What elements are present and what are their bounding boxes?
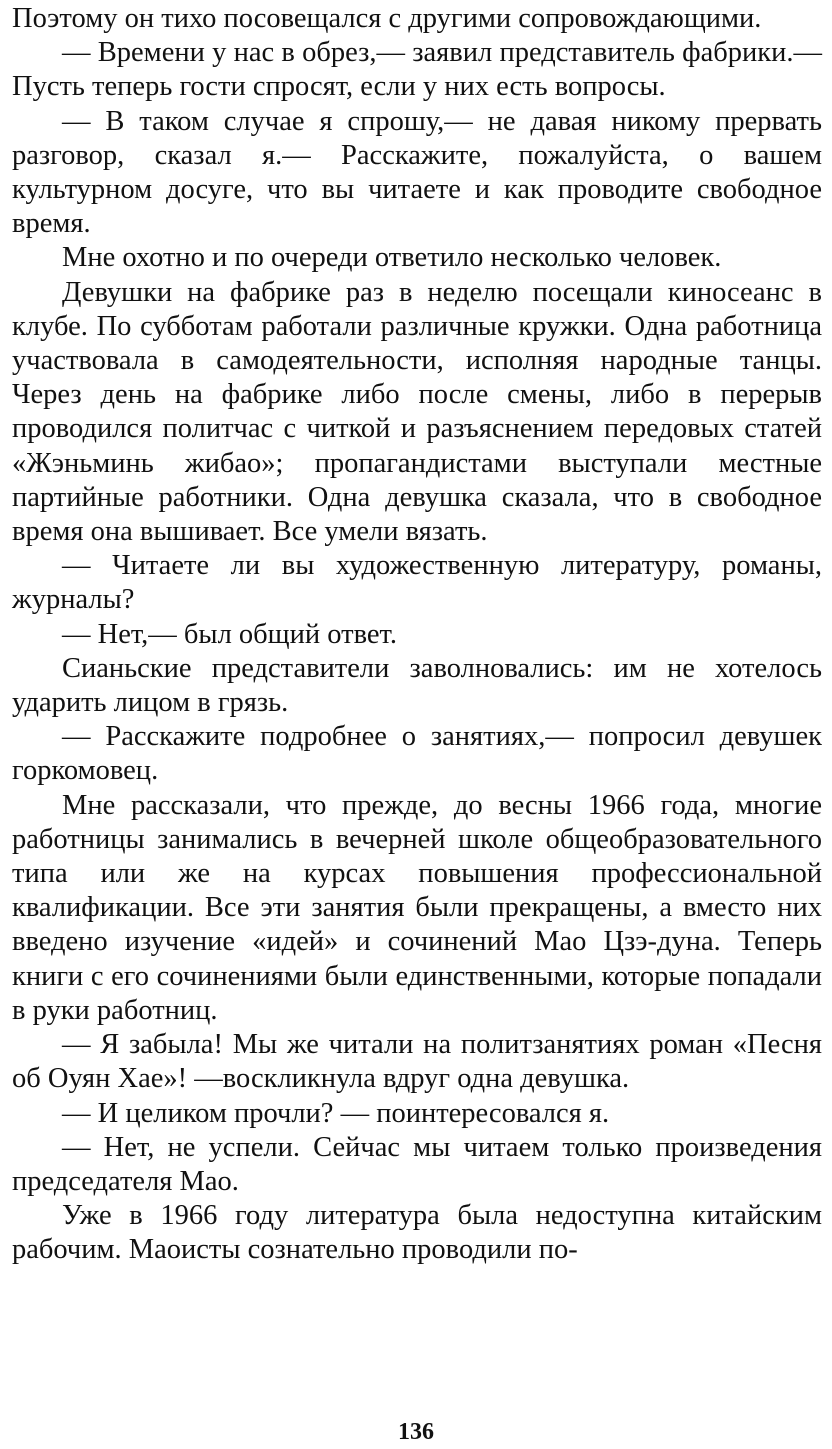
paragraph-8: Сианьские представители заволновались: им не хотелось ударить лицом в грязь. [12,652,822,719]
book-page [12,2,822,1268]
paragraph-6: — Читаете ли вы художественную литературу, романы, журналы? [12,550,822,616]
paragraph-5: Девушки на фабрике раз в неделю посещали киносеанс в клубе. По субботам работали различные кружки. Одна работница участвовала в самодеятельности, исполняя народные танцы. Через день на фабрике либо после смены, либо в перерыв проводился политчас с читкой и разъяснением передовых статей «Жэньминь жибао»; пропагандистами выступали местные партийные работники. Одна девушка сказала, что в свободное время она вышивает. Все умели вязать. [12,276,822,548]
paragraph-3: — В таком случае я спрошу,— не давая никому прервать разговор, сказал я.— Расскажите, пожалуйста, о вашем культурном досуге, что вы читаете и как проводите свободное время. [12,105,822,240]
paragraph-1: Поэтому он тихо посовещался с другими сопровождающими. [12,3,762,34]
paragraph-4: Мне охотно и по очереди ответило несколько человек. [62,242,722,274]
paragraph-10: Мне рассказали, что прежде, до весны 1966 года, многие работницы занимались в вечерней школе общеобразовательного типа или же на курсах повышения профессиональной квалификации. Все эти занятия были прекращены, а вместо них введено изучение «идей» и сочинений Мао Цзэ-дуна. Теперь книги с его сочинениями были единственными, которые попадали в руки работниц. [12,789,822,1026]
paragraph-7: — Нет,— был общий ответ. [62,618,397,650]
paragraph-2: — Времени у нас в обрез,— заявил представитель фабрики.— Пусть теперь гости спросят, если у них есть вопросы. [12,37,822,103]
paragraph-14: Уже в 1966 году литература была недоступна китайским рабочим. Маоисты сознательно проводили по- [12,1200,822,1266]
paragraph-11: — Я забыла! Мы же читали на политзанятиях роман «Песня об Оуян Хае»! —воскликнула вдруг одна девушка. [12,1029,822,1095]
paragraph-9: — Расскажите подробнее о занятиях,— попросил девушек горкомовец. [12,721,822,787]
page-number: 136 [398,1419,434,1445]
paragraph-13: — Нет, не успели. Сейчас мы читаем только произведения председателя Мао. [12,1131,822,1197]
paragraph-12: — И целиком прочли? — поинтересовался я. [62,1097,610,1129]
